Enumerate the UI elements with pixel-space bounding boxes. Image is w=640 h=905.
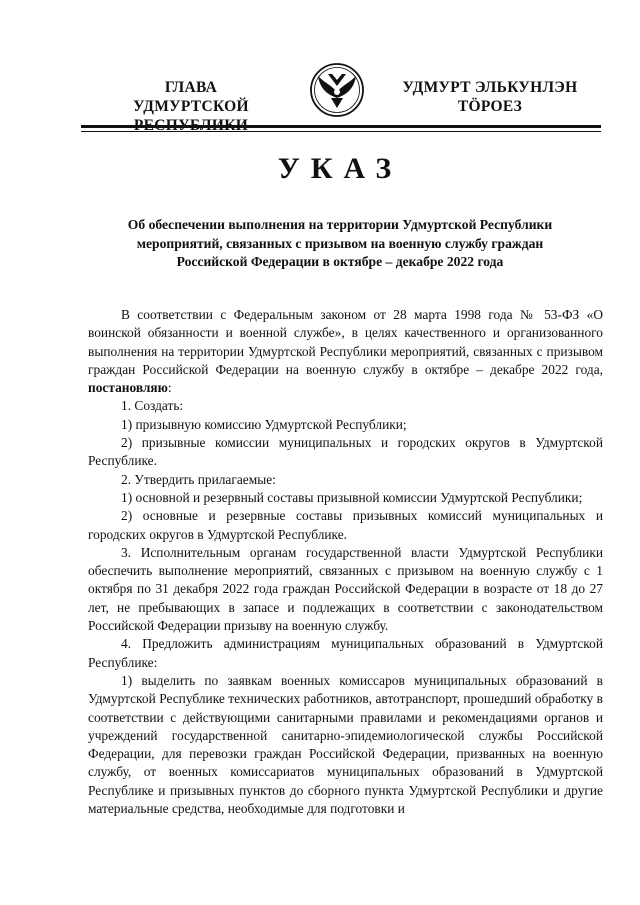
header-divider-thick <box>81 125 601 128</box>
operative-word: постановляю <box>88 380 168 396</box>
document-title: УКАЗ <box>277 152 403 185</box>
document-body <box>88 306 603 818</box>
issuer-header-udm <box>392 78 588 116</box>
subject-line: мероприятий, связанных с призывом на военную службу граждан <box>136 235 544 251</box>
preamble-text: В соответствии с Федеральным законом от 28 марта 1998 года № 53-ФЗ «О воинской обязанности и военной службе», в целях качественного и организованного выполнения на территории Удмуртской Республики мероприятий, связанных с призывом граждан Российской Федерации на военную службу в октябре – декабре 2022 года, <box>88 307 603 377</box>
issuer-region-ru: УДМУРТСКОЙ <box>133 98 249 115</box>
preamble-end: : <box>167 380 172 396</box>
subject-line: Об обеспечении выполнения на территории Удмуртской Республики <box>127 217 553 232</box>
clause-1-item-2: 2) призывные комиссии муниципальных и городских округов в Удмуртской Республике. <box>88 435 603 469</box>
clause-4-item-1: 1) выделить по заявкам военных комиссаров муниципальных образований в Удмуртской Республике технических работников, автотранспорт, прошедший обработку в соответствии с действующими санитарными правилами и рекомендациями органов и учреждений государственной санитарно-эпидемиологической службы Российской Федерации, для перевозки граждан Российской Федерации, призванных на военную службу, от военных комиссариатов муниципальных образований в Удмуртской Республике и призывных пунктов до сборного пункта Удмуртской Республики и другие материальные средства, необходимые для подготовки и <box>88 672 603 817</box>
issuer-title-udm: ТӦРОЕЗ <box>457 98 523 115</box>
clause-1-item-1: 1) призывную комиссию Удмуртской Республики; <box>121 416 407 432</box>
subject-line: Российской Федерации в октябре – декабре 2022 года <box>176 254 504 270</box>
issuer-region-udm: УДМУРТ ЭЛЬКУНЛЭН <box>402 79 578 96</box>
clause-1: 1. Создать: <box>121 398 184 414</box>
udmurt-coat-of-arms-icon <box>306 62 368 118</box>
clause-2-item-2: 2) основные и резервные составы призывных комиссий муниципальных и городских округов в Удмуртской Республике. <box>88 508 603 542</box>
clause-2-item-1: 1) основной и резервный составы призывной комиссии Удмуртской Республики; <box>121 489 583 505</box>
document-subject <box>100 216 580 272</box>
clause-3: 3. Исполнительным органам государственной власти Удмуртской Республики обеспечить выполнение мероприятий, связанных с призывом на военную службу с 1 октября по 31 декабря 2022 года граждан Российской Федерации в возрасте от 18 до 27 лет, не пребывающих в запасе и подлежащих в соответствии с законодательством Российской Федерации призыву на военную службу. <box>88 544 603 634</box>
issuer-title-ru: ГЛАВА <box>164 79 218 96</box>
preamble-paragraph <box>88 306 603 397</box>
clause-4: 4. Предложить администрациям муниципальных образований в Удмуртской Республике: <box>88 636 603 670</box>
header-divider-thin <box>81 131 601 132</box>
clause-2: 2. Утвердить прилагаемые: <box>121 471 276 487</box>
